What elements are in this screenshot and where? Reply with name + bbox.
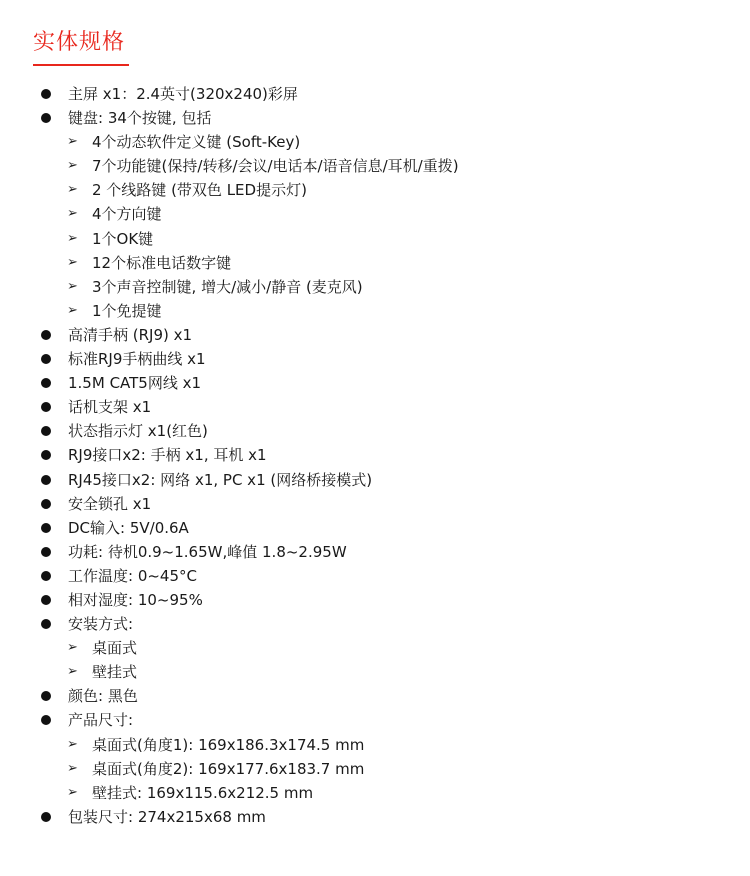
arrow-bullet-icon: ➢ (67, 254, 78, 270)
spec-item (0, 106, 459, 130)
spec-text: 相对湿度: 10~95% (68, 590, 203, 609)
spec-item (0, 395, 459, 419)
title-underline (33, 64, 129, 66)
spec-text: 功耗: 待机0.9~1.65W,峰值 1.8~2.95W (68, 542, 347, 561)
spec-text: 桌面式 (92, 639, 138, 658)
bullet-dot-icon (41, 426, 51, 436)
arrow-bullet-icon: ➢ (67, 230, 78, 246)
spec-text: 桌面式(角度1): 169x186.3x174.5 mm (92, 735, 365, 754)
spec-text: RJ9接口x2: 手柄 x1, 耳机 x1 (68, 446, 267, 465)
spec-subitem (0, 202, 459, 226)
bullet-dot-icon (41, 475, 51, 485)
spec-text: 4个方向键 (92, 205, 162, 224)
bullet-dot-icon (41, 402, 51, 412)
bullet-dot-icon (41, 691, 51, 701)
arrow-bullet-icon: ➢ (67, 784, 78, 800)
spec-text: 4个动态软件定义键 (Soft-Key) (92, 133, 301, 152)
arrow-bullet-icon: ➢ (67, 302, 78, 318)
arrow-bullet-icon: ➢ (67, 182, 78, 198)
spec-text: 安全锁孔 x1 (68, 494, 152, 513)
spec-text: 7个功能键(保持/转移/会议/电话本/语音信息/耳机/重拨) (92, 157, 459, 176)
bullet-dot-icon (41, 89, 51, 99)
spec-subitem (0, 154, 459, 178)
bullet-dot-icon (41, 113, 51, 123)
spec-item (0, 588, 459, 612)
spec-item (0, 516, 459, 540)
spec-text: 壁挂式 (92, 663, 138, 682)
arrow-bullet-icon: ➢ (67, 206, 78, 222)
spec-subitem (0, 781, 459, 805)
spec-text: 工作温度: 0~45°C (68, 566, 197, 585)
spec-item (0, 347, 459, 371)
spec-item (0, 323, 459, 347)
spec-subitem (0, 636, 459, 660)
spec-item (0, 540, 459, 564)
spec-item (0, 684, 459, 708)
spec-item (0, 371, 459, 395)
spec-item (0, 612, 459, 636)
bullet-dot-icon (41, 571, 51, 581)
spec-text: DC输入: 5V/0.6A (68, 518, 189, 537)
bullet-dot-icon (41, 523, 51, 533)
spec-subitem (0, 275, 459, 299)
spec-text: 颜色: 黑色 (68, 687, 138, 706)
spec-text: 标准RJ9手柄曲线 x1 (68, 350, 206, 369)
spec-item (0, 82, 459, 106)
spec-item (0, 805, 459, 829)
spec-text: 2 个线路键 (带双色 LED提示灯) (92, 181, 307, 200)
bullet-dot-icon (41, 330, 51, 340)
spec-item (0, 564, 459, 588)
spec-text: 键盘: 34个按键, 包括 (68, 109, 212, 128)
spec-item (0, 443, 459, 467)
arrow-bullet-icon: ➢ (67, 134, 78, 150)
spec-subitem (0, 733, 459, 757)
bullet-dot-icon (41, 619, 51, 629)
spec-text: 安装方式: (68, 615, 134, 634)
spec-text: 主屏 x1：2.4英寸(320x240)彩屏 (68, 85, 298, 103)
spec-text: 3个声音控制键, 增大/减小/静音 (麦克风) (92, 277, 363, 296)
spec-subitem (0, 251, 459, 275)
bullet-dot-icon (41, 812, 51, 822)
spec-item (0, 492, 459, 516)
spec-text: 1个免提键 (92, 301, 162, 320)
section-title: 实体规格 (33, 30, 126, 55)
spec-text: 桌面式(角度2): 169x177.6x183.7 mm (92, 759, 365, 778)
spec-subitem (0, 130, 459, 154)
bullet-dot-icon (41, 499, 51, 509)
spec-item (0, 468, 459, 492)
bullet-dot-icon (41, 378, 51, 388)
spec-text: 壁挂式: 169x115.6x212.5 mm (92, 783, 314, 802)
bullet-dot-icon (41, 715, 51, 725)
bullet-dot-icon (41, 547, 51, 557)
spec-item (0, 419, 459, 443)
arrow-bullet-icon: ➢ (67, 664, 78, 680)
bullet-dot-icon (41, 354, 51, 364)
spec-text: 产品尺寸: (68, 711, 134, 730)
arrow-bullet-icon: ➢ (67, 640, 78, 656)
spec-list (0, 82, 459, 829)
spec-text: 12个标准电话数字键 (92, 253, 232, 272)
spec-text: 话机支架 x1 (68, 398, 152, 417)
spec-subitem (0, 178, 459, 202)
arrow-bullet-icon: ➢ (67, 158, 78, 174)
bullet-dot-icon (41, 450, 51, 460)
spec-subitem (0, 227, 459, 251)
bullet-dot-icon (41, 595, 51, 605)
spec-text: 1.5M CAT5网线 x1 (68, 374, 202, 393)
spec-text: RJ45接口x2: 网络 x1, PC x1 (网络桥接模式) (68, 470, 373, 489)
spec-subitem (0, 660, 459, 684)
arrow-bullet-icon: ➢ (67, 760, 78, 776)
arrow-bullet-icon: ➢ (67, 278, 78, 294)
arrow-bullet-icon: ➢ (67, 736, 78, 752)
spec-text: 包装尺寸: 274x215x68 mm (68, 807, 266, 826)
spec-text: 1个OK键 (92, 229, 154, 248)
spec-subitem (0, 299, 459, 323)
spec-text: 高清手柄 (RJ9) x1 (68, 325, 193, 344)
spec-item (0, 708, 459, 732)
spec-text: 状态指示灯 x1(红色) (68, 422, 208, 441)
spec-subitem (0, 757, 459, 781)
